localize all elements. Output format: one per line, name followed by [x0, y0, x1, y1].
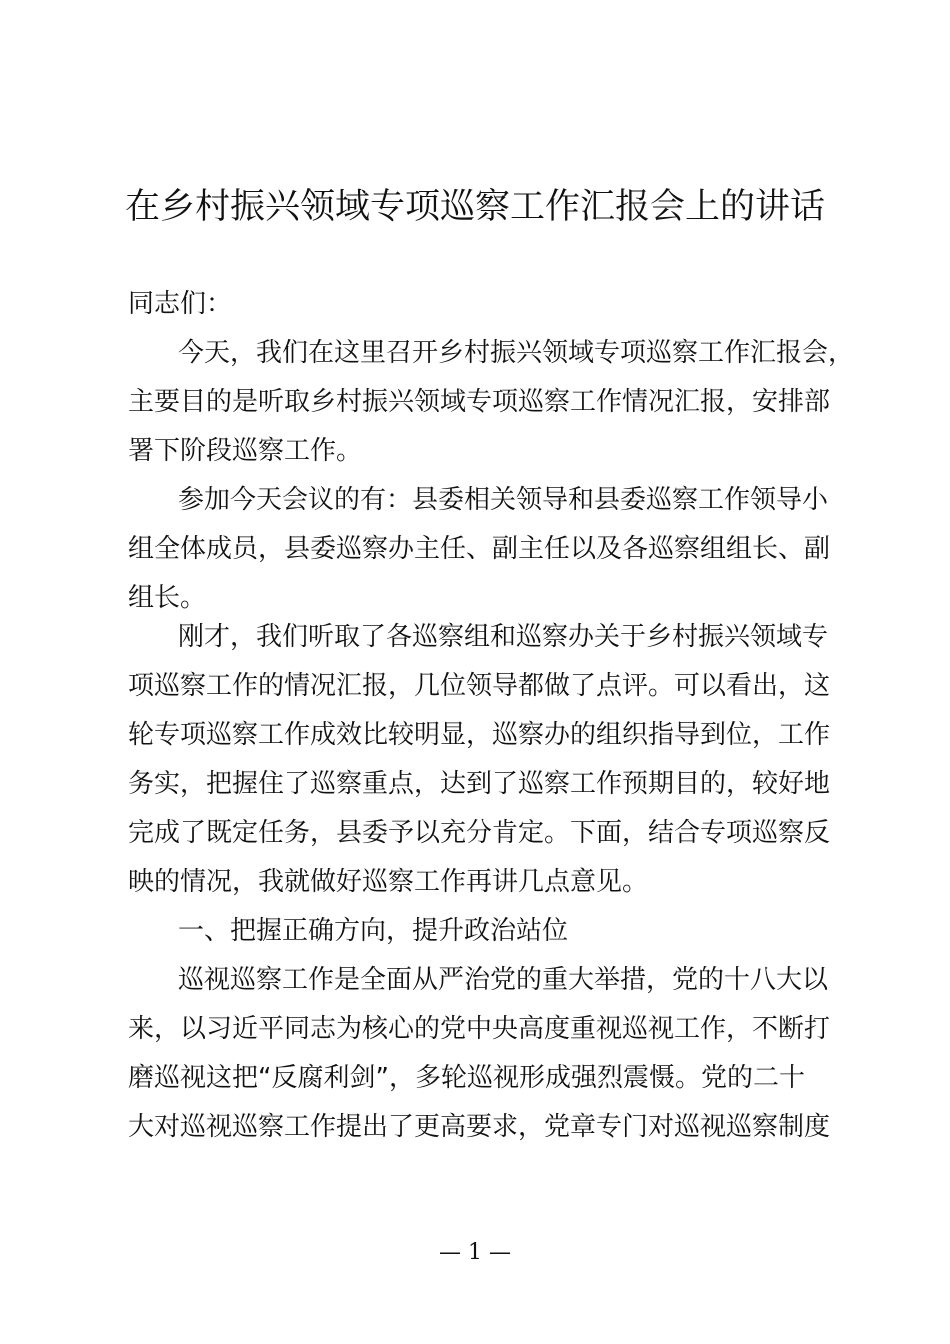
document-title: 在乡村振兴领域专项巡察工作汇报会上的讲话	[124, 187, 825, 227]
page-number: — 1 —	[439, 1240, 511, 1265]
document-page: 在乡村振兴领域专项巡察工作汇报会上的讲话 同志们： 今天，我们在这里召开乡村振兴领域专项巡察工作汇报会， 主要目的是听取乡村振兴领域专项巡察工作情况汇报，安排部 署下阶段巡察工作。 参加今天会议的有：县委相关领导和县委巡察工作领导小 组全体成员，县委巡察办主任、副主任以及各巡察组组长、副 组长。 刚才，我们听取了各巡察组和巡察办关于乡村振兴领域专 项巡察工作的情况汇报，几位领导都做了点评。可以看出，这 轮专项巡察工作成效比较明显，巡察办的组织指导到位，工作 务实，把握住了巡察重点，达到了巡察工作预期目的，较好地 完成了既定任务，县委予以充分肯定。下面，结合专项巡察反 映的情况，我就做好巡察工作再讲几点意见。 一、把握正确方向，提升政治站位 巡视巡察工作是全面从严治党的重大举措，党的十八大以 来，以习近平同志为核心的党中央高度重视巡视工作，不断打 磨巡视这把“反腐利剑”，多轮巡视形成强烈震慑。党的二十 大对巡视巡察工作提出了更高要求，党章专门对巡视巡察制度 — 1 —	[0, 0, 950, 1344]
